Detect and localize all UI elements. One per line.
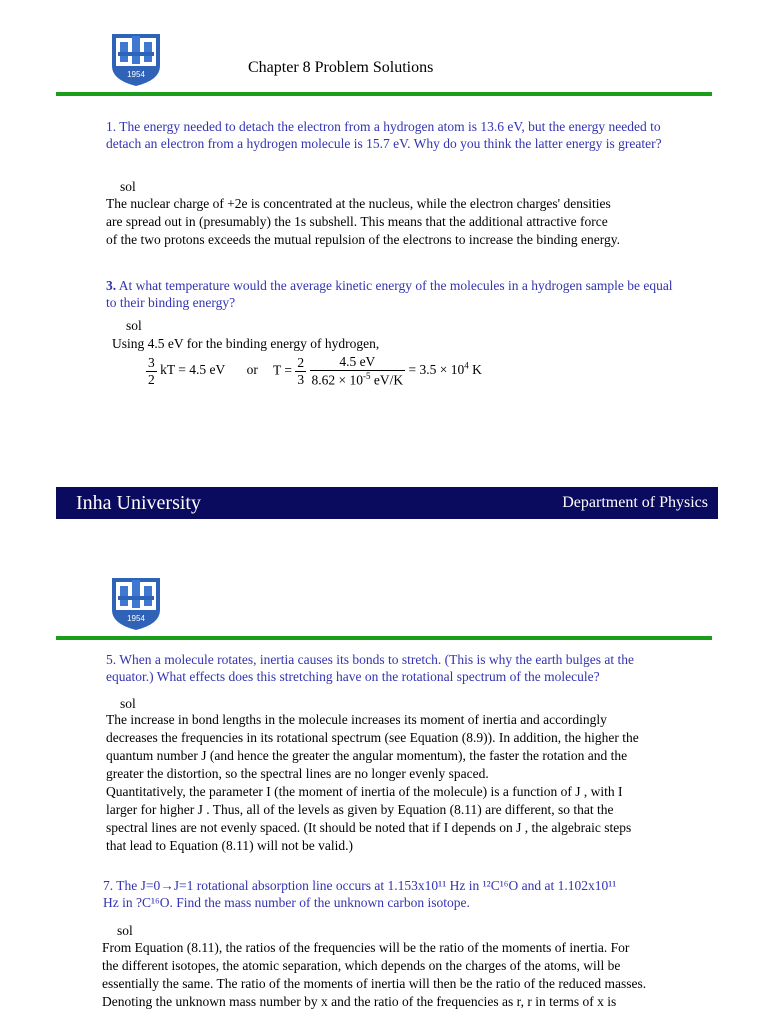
- sol-label-7: sol: [117, 923, 133, 938]
- fraction-two-thirds: [295, 355, 306, 388]
- boltzmann-unit: eV/K: [370, 372, 404, 388]
- answer-5-line: quantum number J (and hence the greater the angular momentum), the faster the rotation and the: [106, 748, 628, 763]
- result: [409, 362, 482, 377]
- answer-1-line: The nuclear charge of +2e is concentrated at the nucleus, while the electron charges' densities: [106, 196, 611, 211]
- fraction-denominator: 3: [297, 371, 305, 387]
- logo-year: 1954: [127, 70, 145, 79]
- header-divider: [56, 92, 712, 96]
- university-logo: [108, 28, 164, 88]
- sol-label-1: sol: [120, 179, 136, 194]
- answer-7: [102, 939, 742, 1011]
- department-name: Department of Physics: [562, 494, 708, 511]
- fraction-numerator: 4.5 eV: [310, 354, 406, 371]
- answer-7-line: From Equation (8.11), the ratios of the frequencies will be the ratio of the moments of inertia. For: [102, 940, 630, 955]
- answer-5-line: decreases the frequencies in its rotational spectrum (see Equation (8.9)). In addition, the higher the: [106, 730, 639, 745]
- or-word: or: [246, 362, 258, 378]
- answer-3-intro: Using 4.5 eV for the binding energy of hydrogen,: [112, 336, 380, 351]
- question-3-text: At what temperature would the average kinetic energy of the molecules in a hydrogen sample be equal to their binding energy?: [106, 278, 673, 310]
- sol-label-3: sol: [126, 318, 142, 333]
- question-1: 1. The energy needed to detach the electron from a hydrogen atom is 13.6 eV, but the energy needed to detach an electron from a hydrogen molecule is 15.7 eV. Why do you think the latter energy is greater?: [106, 119, 662, 151]
- question-7-line: Hz in ?C¹⁶O. Find the mass number of the unknown carbon isotope.: [103, 895, 470, 910]
- answer-1-line: of the two protons exceeds the mutual repulsion of the electrons to increase the binding energy.: [106, 232, 620, 247]
- answer-7-line: the different isotopes, the atomic separation, which depends on the charges of the atoms, will be: [102, 958, 621, 973]
- boltzmann-exponent: -5: [363, 371, 371, 381]
- answer-7-line: essentially the same. The ratio of the moments of inertia will then be the ratio of the reduced masses.: [102, 976, 647, 991]
- answer-1-line: are spread out in (presumably) the 1s subshell. This means that the additional attractive force: [106, 214, 608, 229]
- page-title: Chapter 8 Problem Solutions: [248, 59, 434, 76]
- answer-5-line: The increase in bond lengths in the molecule increases its moment of inertia and accordingly: [106, 712, 607, 727]
- kt-expression: kT = 4.5 eV: [160, 362, 226, 378]
- footer-banner: [56, 487, 718, 519]
- boltzmann-mantissa: 8.62 × 10: [311, 372, 363, 388]
- fraction-energy-over-k: [310, 354, 406, 389]
- fraction-three-halves: [146, 355, 157, 388]
- answer-5: [106, 711, 726, 855]
- university-name: Inha University: [76, 491, 201, 514]
- answer-5-line: spectral lines are not evenly spaced. (It should be noted that if I depends on J , the algebraic steps: [106, 820, 632, 835]
- university-logo: [108, 572, 164, 632]
- result-exponent: 4: [464, 360, 469, 371]
- result-mantissa: = 3.5 × 10: [408, 362, 465, 378]
- answer-5-line: larger for higher J . Thus, all of the levels as given by Equation (8.11) are different, so that the: [106, 802, 614, 817]
- question-5: 5. When a molecule rotates, inertia causes its bonds to stretch. (This is why the earth bulges at the equator.) What effects does this stretching have on the rotational spectrum of the molecule?: [106, 652, 634, 684]
- sol-label-5: sol: [120, 696, 136, 711]
- answer-5-line: greater the distortion, so the spectral lines are no longer evenly spaced.: [106, 766, 489, 781]
- answer-5-line: Quantitatively, the parameter I (the moment of inertia of the molecule) is a function of J , with I: [106, 784, 623, 799]
- fraction-numerator: 2: [297, 354, 305, 370]
- answer-7-line: Denoting the unknown mass number by x and the ratio of the frequencies as r, r in terms of x is: [102, 994, 617, 1009]
- fraction-numerator: 3: [148, 354, 155, 370]
- logo-year: 1954: [127, 614, 145, 623]
- question-3: [106, 277, 681, 311]
- answer-5-line: that lead to Equation (8.11) will not be valid.): [106, 838, 353, 853]
- t-equals: T =: [273, 362, 292, 378]
- fraction-denominator: [310, 371, 406, 389]
- answer-1: [106, 195, 706, 249]
- question-7: [103, 877, 703, 911]
- equation-3: [146, 354, 482, 389]
- header-divider: [56, 636, 712, 640]
- question-3-number: 3.: [106, 278, 117, 293]
- question-7-line: 7. The J=0→J=1 rotational absorption line occurs at 1.153x10¹¹ Hz in ¹²C¹⁶O and at 1.102x10¹¹: [103, 878, 617, 893]
- fraction-denominator: 2: [148, 371, 155, 387]
- result-unit: K: [468, 362, 482, 378]
